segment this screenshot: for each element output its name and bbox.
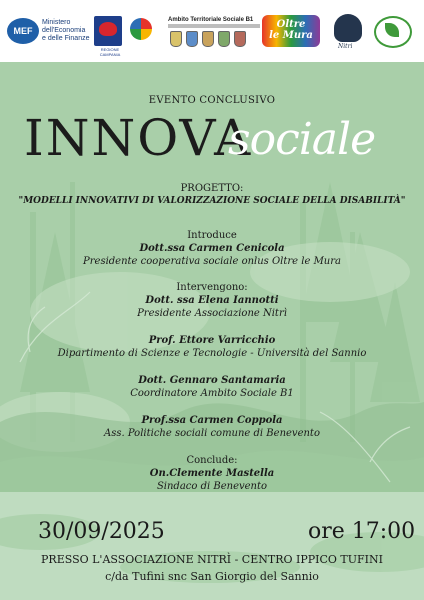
event-time: ore 17:00 [308,519,416,544]
closing-speaker-name: On.Clemente Mastella [149,468,275,479]
speaker-role: Presidente Associazione Nitrì [137,308,287,319]
project-name: "MODELLI INNOVATIVI DI VALORIZZAZIONE SOCIALE DELLA DISABILITÀ" [18,196,406,206]
municipal-crest-icon [218,31,230,47]
speaker-name: Dott. ssa Elena Iannotti [145,295,279,306]
municipal-crest-icon [170,31,182,47]
ambito-sociale-title: Ambito Territoriale Sociale B1 [168,17,254,23]
intro-label: Introduce [187,230,237,241]
regione-campania-logo [94,16,122,46]
speaker-name: Prof.ssa Carmen Coppola [141,415,283,426]
speaker-name: Dott. Gennaro Santamaria [138,375,286,386]
project-label: PROGETTO: [180,183,244,194]
event-kicker: EVENTO CONCLUSIVO [148,95,276,106]
oltre-le-mura-text: Oltre le Mura [269,19,313,41]
speaker-role: Dipartimento di Scienze e Tecnologie - Università del Sannio [57,348,367,359]
speaker-name: Prof. Ettore Varricchio [148,335,276,346]
municipal-crest-icon [234,31,246,47]
event-title-script: sociale [228,114,376,165]
event-date: 30/09/2025 [38,519,165,544]
sponsor-logo-bar [0,0,424,62]
intro-speaker-name: Dott.ssa Carmen Cenicola [139,243,285,254]
horse-logo-icon [334,14,362,42]
mef-caption: Ministero dell'Economia e delle Finanze [42,19,90,42]
event-title-main: INNOVA [24,109,253,167]
speaker-role: Coordinatore Ambito Sociale B1 [130,388,294,399]
nitri-caption: Nitri [338,43,353,50]
speaker-role: Ass. Politiche sociali comune di Benevento [104,428,320,439]
event-address: c/da Tufini snc San Giorgio del Sannio [105,570,319,583]
regione-campania-caption: REGIONE CAMPANIA [99,47,121,57]
speakers-label: Intervengono: [176,282,248,293]
intro-speaker-role: Presidente cooperativa sociale onlus Oltre le Mura [83,256,341,267]
closing-label: Conclude: [186,455,238,466]
ambito-sociale-subline [168,24,260,28]
leaf-logo-icon [374,16,412,48]
pinwheel-logo [130,18,152,40]
municipal-crest-icon [202,31,214,47]
event-venue: PRESSO L'ASSOCIAZIONE NITRÌ - CENTRO IPPICO TUFINI [41,553,383,566]
municipal-crest-icon [186,31,198,47]
mef-logo: MEF [7,18,39,44]
closing-speaker-role: Sindaco di Benevento [156,481,268,492]
